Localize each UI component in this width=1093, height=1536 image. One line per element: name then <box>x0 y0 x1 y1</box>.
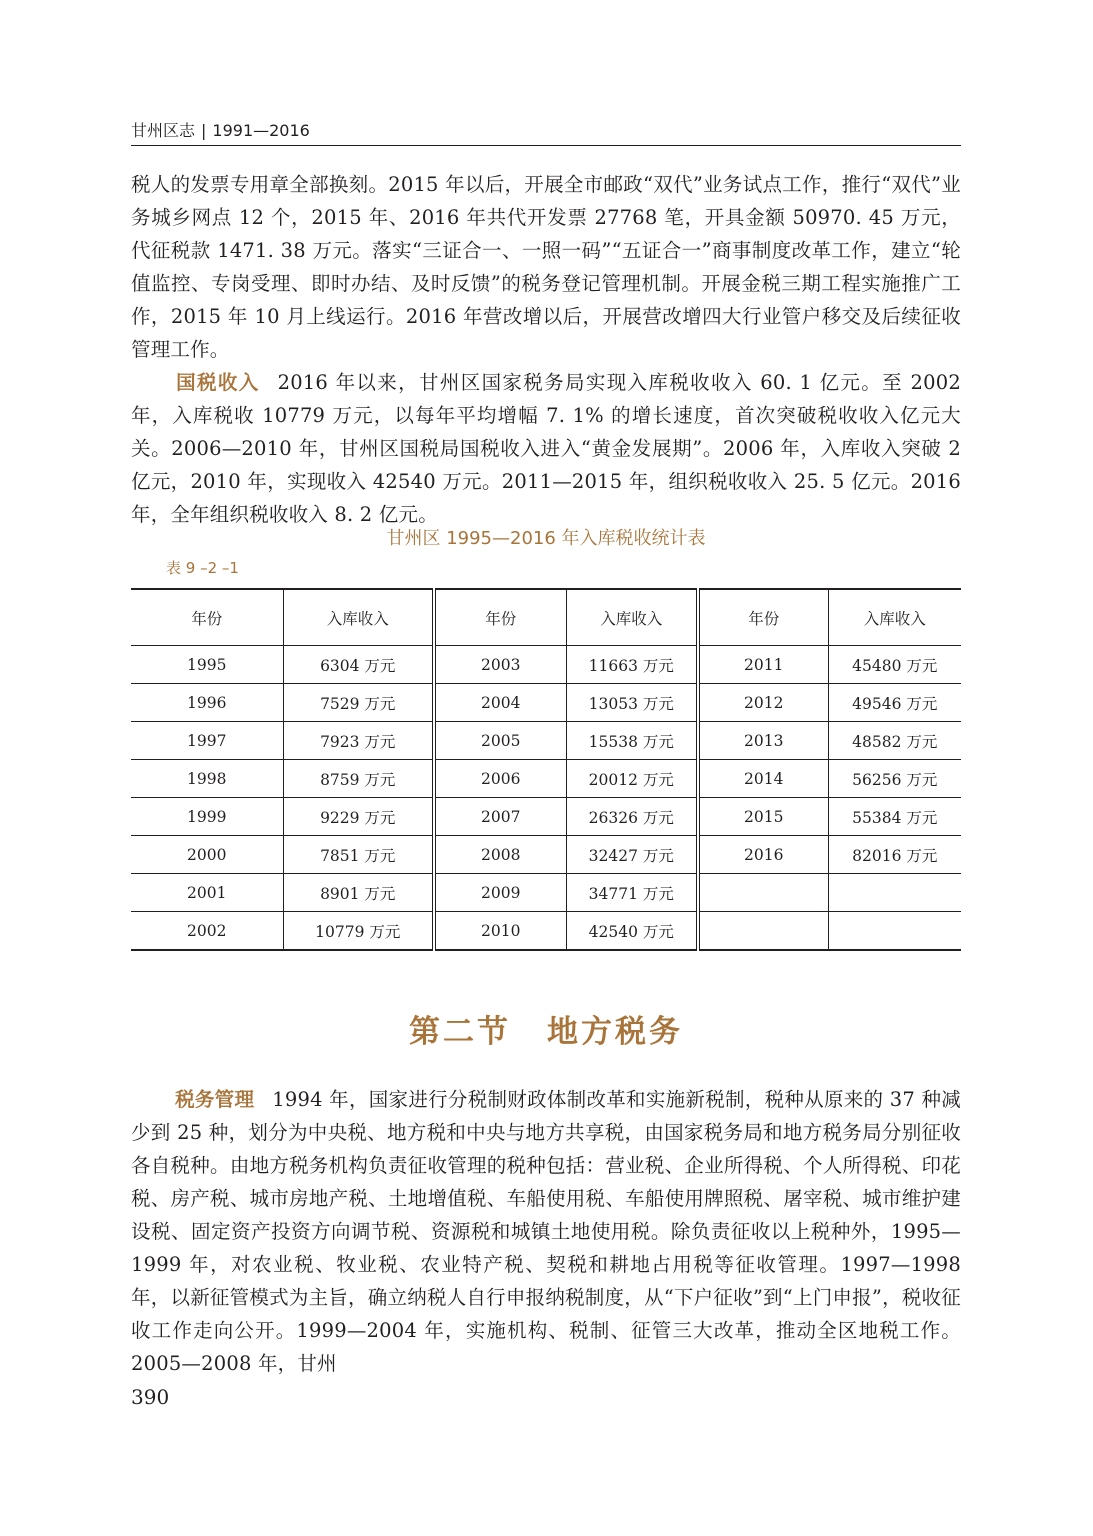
revenue-cell <box>828 874 961 912</box>
year-cell: 2009 <box>434 874 566 912</box>
running-header <box>131 120 961 146</box>
revenue-cell: 8901 万元 <box>283 874 434 912</box>
year-cell: 1996 <box>131 684 283 722</box>
year-cell: 2006 <box>434 760 566 798</box>
year-cell: 2008 <box>434 836 566 874</box>
table-title: 甘州区 1995—2016 年入库税收统计表 <box>386 528 706 549</box>
table-row <box>131 646 961 684</box>
revenue-cell: 49546 万元 <box>828 684 961 722</box>
year-cell: 2010 <box>434 912 566 951</box>
revenue-cell: 7851 万元 <box>283 836 434 874</box>
year-cell: 2001 <box>131 874 283 912</box>
year-cell: 2000 <box>131 836 283 874</box>
table-row <box>131 836 961 874</box>
section-title <box>131 1006 961 1058</box>
table-row <box>131 684 961 722</box>
header-separator: | <box>201 121 207 140</box>
table-row <box>131 760 961 798</box>
revenue-cell: 32427 万元 <box>566 836 698 874</box>
year-cell: 2013 <box>698 722 828 760</box>
revenue-cell: 45480 万元 <box>828 646 961 684</box>
table-row <box>131 722 961 760</box>
tax-revenue-table <box>131 588 961 951</box>
table-body <box>131 646 961 951</box>
year-cell: 2003 <box>434 646 566 684</box>
table-row <box>131 912 961 951</box>
revenue-cell: 13053 万元 <box>566 684 698 722</box>
revenue-cell: 15538 万元 <box>566 722 698 760</box>
column-header-year: 年份 <box>434 589 566 646</box>
year-cell: 2016 <box>698 836 828 874</box>
year-cell: 2015 <box>698 798 828 836</box>
column-header-year: 年份 <box>698 589 828 646</box>
year-cell: 2005 <box>434 722 566 760</box>
revenue-cell: 6304 万元 <box>283 646 434 684</box>
table-header-row <box>131 589 961 646</box>
revenue-cell: 48582 万元 <box>828 722 961 760</box>
column-header-revenue: 入库收入 <box>283 589 434 646</box>
revenue-cell: 56256 万元 <box>828 760 961 798</box>
year-cell: 2002 <box>131 912 283 951</box>
year-cell: 2007 <box>434 798 566 836</box>
local-tax-paragraph <box>131 1083 961 1380</box>
year-cell: 1995 <box>131 646 283 684</box>
revenue-cell: 26326 万元 <box>566 798 698 836</box>
year-cell: 2012 <box>698 684 828 722</box>
revenue-cell: 55384 万元 <box>828 798 961 836</box>
revenue-cell: 20012 万元 <box>566 760 698 798</box>
year-cell: 1998 <box>131 760 283 798</box>
revenue-cell: 9229 万元 <box>283 798 434 836</box>
year-cell: 2011 <box>698 646 828 684</box>
year-cell: 1999 <box>131 798 283 836</box>
table-row <box>131 798 961 836</box>
section-name: 地方税务 <box>547 1014 683 1050</box>
revenue-cell: 34771 万元 <box>566 874 698 912</box>
book-years: 1991—2016 <box>212 121 310 140</box>
year-cell: 2004 <box>434 684 566 722</box>
revenue-cell: 10779 万元 <box>283 912 434 951</box>
revenue-cell: 11663 万元 <box>566 646 698 684</box>
local-tax-text: 1994 年，国家进行分税制财政体制改革和实施新税制，税种从原来的 37 种减少到 25 种，划分为中央税、地方税和中央与地方共享税，由国家税务局和地方税务局分别征收各自税种。由地方税务机构负责征收管理的税种包括：营业税、企业所得税、个人所得税、印花税、房产税、城市房地产税、土地增值税、车船使用税、车船使用牌照税、屠宰税、城市维护建设税、固定资产投资方向调节税、资源税和城镇土地使用税。除负责征收以上税种外，1995—1999 年，对农业税、牧业税、农业特产税、契税和耕地占用税等征收管理。1997—1998 年，以新征管模式为主旨，确立纳税人自行申报纳税制度，从“下户征收”到“上门申报”，税收征收工作走向公开。1999—2004 年，实施机构、税制、征管三大改革，推动全区地税工作。2005—2008 年，甘州 <box>131 1088 961 1375</box>
intro-paragraph: 税人的发票专用章全部换刻。2015 年以后，开展全市邮政“双代”业务试点工作，推行“双代”业务城乡网点 12 个，2015 年、2016 年共代开发票 27768 笔，开具金额 50970. 45 万元，代征税款 1471. 38 万元。落实“三证合一、一照一码”“五证合一”商事制度改革工作，建立“轮值监控、专岗受理、即时办结、及时反馈”的税务登记管理机制。开展金税三期工程实施推广工作，2015 年 10 月上线运行。2016 年营改增以后，开展营改增四大行业管户移交及后续征收管理工作。 <box>131 173 961 361</box>
table-row <box>131 874 961 912</box>
revenue-cell <box>828 912 961 951</box>
local-tax-heading: 税务管理 <box>175 1088 255 1111</box>
year-cell: 1997 <box>131 722 283 760</box>
revenue-cell: 7923 万元 <box>283 722 434 760</box>
year-cell <box>698 874 828 912</box>
national-tax-heading: 国税收入 <box>175 371 260 394</box>
column-header-revenue: 入库收入 <box>828 589 961 646</box>
column-header-revenue: 入库收入 <box>566 589 698 646</box>
revenue-cell: 42540 万元 <box>566 912 698 951</box>
table-number: 表 9 –2 –1 <box>166 559 239 577</box>
page-number: 390 <box>131 1385 170 1409</box>
revenue-cell: 82016 万元 <box>828 836 961 874</box>
national-tax-paragraph <box>131 366 961 531</box>
column-header-year: 年份 <box>131 589 283 646</box>
revenue-cell: 7529 万元 <box>283 684 434 722</box>
book-title: 甘州区志 <box>131 121 196 140</box>
year-cell <box>698 912 828 951</box>
national-tax-text: 2016 年以来，甘州区国家税务局实现入库税收收入 60. 1 亿元。至 2002 年，入库税收 10779 万元，以每年平均增幅 7. 1% 的增长速度，首次突破税收收入亿元大关。2006—2010 年，甘州区国税局国税收入进入“黄金发展期”。2006 年，入库收入突破 2 亿元，2010 年，实现收入 42540 万元。2011—2015 年，组织税收收入 25. 5 亿元。2016 年，全年组织税收收入 8. 2 亿元。 <box>131 371 961 526</box>
year-cell: 2014 <box>698 760 828 798</box>
section-number: 第二节 <box>409 1014 511 1050</box>
revenue-cell: 8759 万元 <box>283 760 434 798</box>
